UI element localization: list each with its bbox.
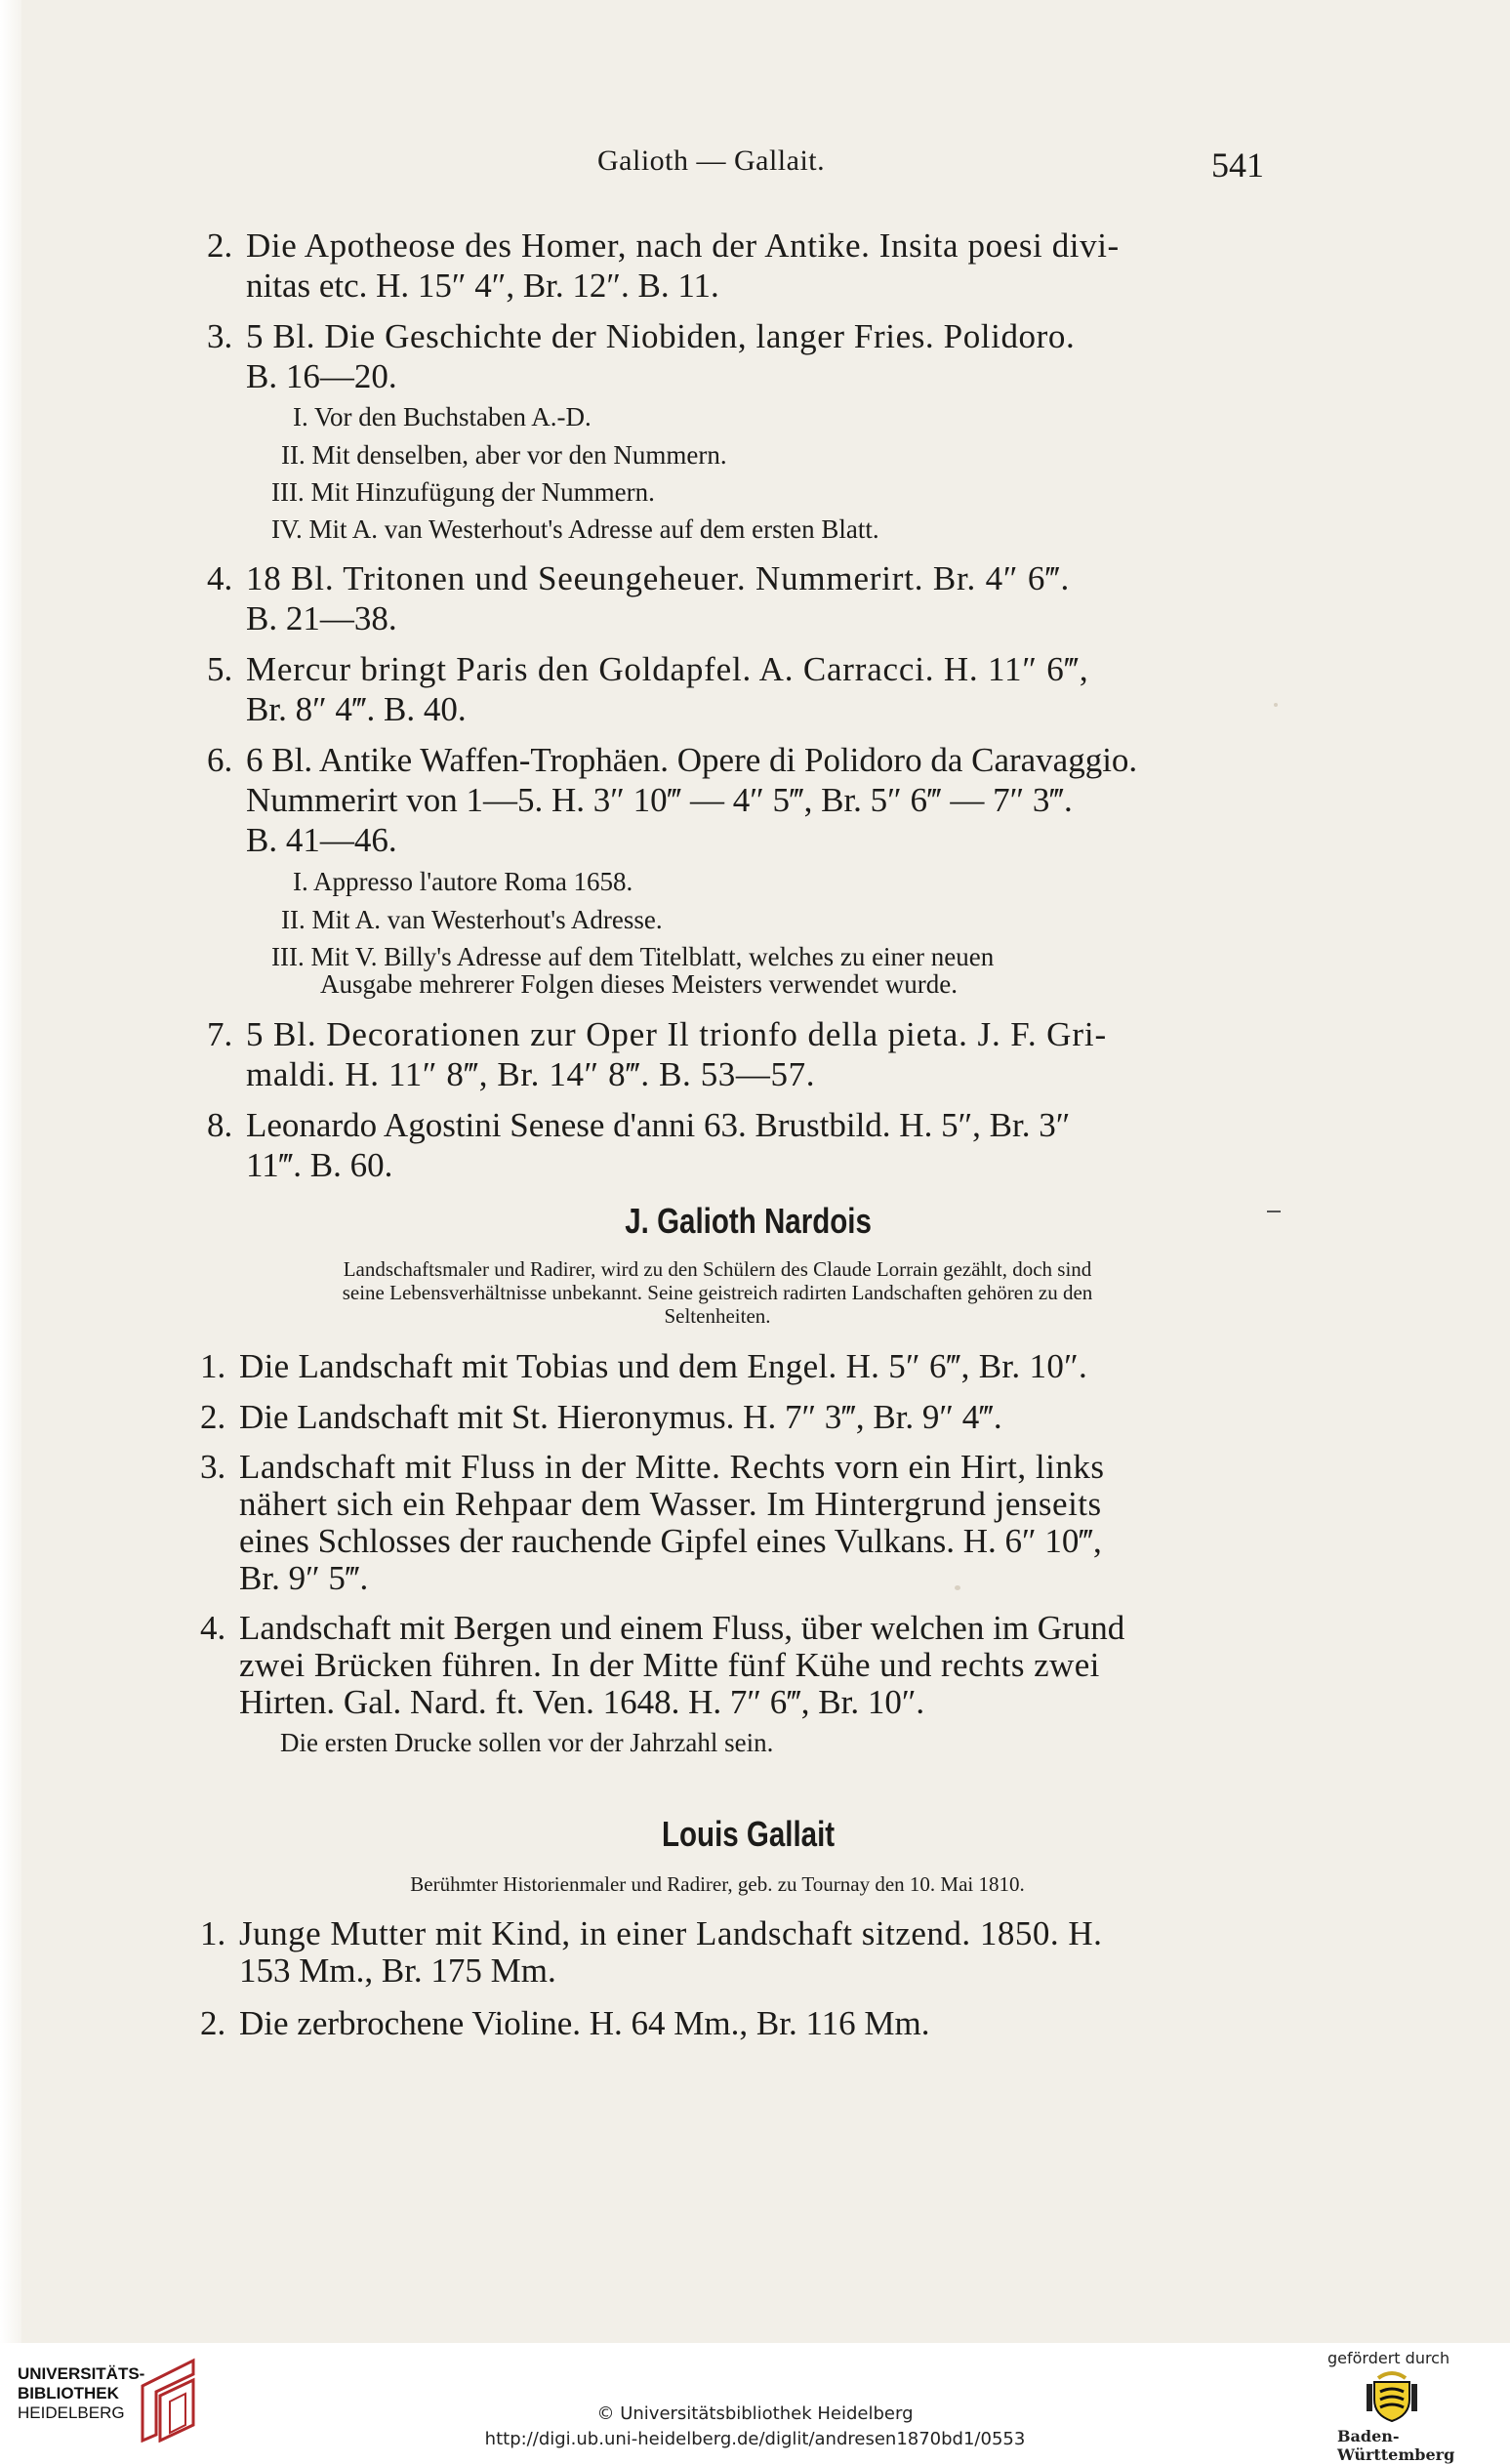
item-line: Die zerbrochene Violine. H. 64 Mm., Br. 116 Mm.: [239, 2004, 930, 2042]
baden-wuerttemberg-crest-icon: [1365, 2370, 1419, 2423]
item-line: Die Landschaft mit St. Hieronymus. H. 7″ 3‴, Br. 9″ 4‴.: [239, 1398, 1002, 1436]
item-number: 4.: [200, 1609, 226, 1647]
item-line: Mercur bringt Paris den Goldapfel. A. Carracci. H. 11″ 6‴,: [246, 650, 1089, 688]
library-name-line3: HEIDELBERG: [18, 2403, 125, 2422]
running-header: Galioth — Gallait.: [597, 144, 826, 177]
item-number: 1.: [200, 1347, 226, 1385]
item-number: 7.: [207, 1015, 233, 1053]
item-line: 5 Bl. Die Geschichte der Niobiden, langer Fries. Polidoro.: [246, 317, 1076, 355]
paper-speck: [955, 1585, 960, 1590]
item-line: Junge Mutter mit Kind, in einer Landschaft sitzend. 1850. H.: [239, 1914, 1103, 1952]
item-number: 8.: [207, 1106, 233, 1144]
intro-line: Berühmter Historienmaler und Radirer, geb. zu Tournay den 10. Mai 1810.: [410, 1872, 1025, 1896]
funded-by-label: gefördert durch: [1327, 2349, 1450, 2367]
item-number: 3.: [200, 1448, 226, 1486]
item-number: 4.: [207, 559, 233, 597]
item-number: 2.: [200, 1398, 226, 1436]
library-name-line2: BIBLIOTHEK: [18, 2384, 119, 2402]
item-line: nitas etc. H. 15″ 4″, Br. 12″. B. 11.: [246, 267, 719, 305]
state-line: III. Mit Hinzufügung der Nummern.: [271, 477, 655, 507]
item-line: Die Landschaft mit Tobias und dem Engel. H. 5″ 6‴, Br. 10″.: [239, 1347, 1088, 1385]
section-title: Louis Gallait: [661, 1814, 836, 1854]
intro-line: seine Lebensverhältnisse unbekannt. Seine geistreich radirten Landschaften gehören zu den: [342, 1281, 1093, 1304]
item-line: 11‴. B. 60.: [246, 1146, 393, 1184]
item-number: 2.: [200, 2004, 226, 2042]
state-line: Ausgabe mehrerer Folgen dieses Meisters verwendet wurde.: [320, 969, 959, 999]
item-line: Leonardo Agostini Senese d'anni 63. Brustbild. H. 5″, Br. 3″: [246, 1106, 1071, 1144]
paper-speck: [1274, 703, 1278, 707]
item-line: B. 21—38.: [246, 599, 397, 637]
intro-line: Landschaftsmaler und Radirer, wird zu den Schülern des Claude Lorrain gezählt, doch sind: [343, 1257, 1092, 1281]
item-line: Br. 8″ 4‴. B. 40.: [246, 690, 467, 728]
item-line: Nummerirt von 1—5. H. 3″ 10‴ — 4″ 5‴, Br. 5″ 6‴ — 7″ 3‴.: [246, 781, 1073, 819]
item-line: zwei Brücken führen. In der Mitte fünf Kühe und rechts zwei: [239, 1646, 1100, 1684]
permalink-url[interactable]: http://digi.ub.uni-heidelberg.de/diglit/andresen1870bd1/0553: [484, 2429, 1026, 2449]
item-line: B. 41—46.: [246, 821, 397, 859]
state-line: I. Vor den Buchstaben A.-D.: [293, 402, 592, 431]
item-number: 1.: [200, 1914, 226, 1952]
state-line: II. Mit A. van Westerhout's Adresse.: [281, 905, 663, 934]
item-line: maldi. H. 11″ 8‴, Br. 14″ 8‴. B. 53—57.: [246, 1055, 816, 1093]
item-number: 3.: [207, 317, 233, 355]
item-line: 5 Bl. Decorationen zur Oper Il trionfo della pieta. J. F. Gri-: [246, 1015, 1108, 1053]
item-line: Br. 9″ 5‴.: [239, 1559, 369, 1597]
section-title: J. Galioth Nardois: [625, 1201, 872, 1241]
item-line: 6 Bl. Antike Waffen-Trophäen. Opere di Polidoro da Caravaggio.: [246, 741, 1138, 779]
library-name-line1: UNIVERSITÄTS-: [18, 2364, 145, 2383]
item-line: 153 Mm., Br. 175 Mm.: [239, 1951, 556, 1990]
item-number: 5.: [207, 650, 233, 688]
item-number: 6.: [207, 741, 233, 779]
item-line: Landschaft mit Bergen und einem Fluss, über welchen im Grund: [239, 1609, 1125, 1647]
item-line: Hirten. Gal. Nard. ft. Ven. 1648. H. 7″ 6‴, Br. 10″.: [239, 1683, 925, 1721]
state-line: III. Mit V. Billy's Adresse auf dem Titelblatt, welches zu einer neuen: [271, 942, 995, 971]
state-line: I. Appresso l'autore Roma 1658.: [293, 867, 633, 896]
state-line: II. Mit denselben, aber vor den Nummern.: [281, 440, 727, 470]
intro-line: Seltenheiten.: [664, 1304, 771, 1328]
item-line: Die Apotheose des Homer, nach der Antike. Insita poesi divi-: [246, 226, 1120, 265]
funder-name: Baden-Württemberg: [1337, 2427, 1455, 2464]
item-line: nähert sich ein Rehpaar dem Wasser. Im Hintergrund jenseits: [239, 1485, 1102, 1523]
note-line: Die ersten Drucke sollen vor der Jahrzahl sein.: [280, 1728, 774, 1757]
page-number: 541: [1211, 145, 1264, 185]
item-line: Landschaft mit Fluss in der Mitte. Rechts vorn ein Hirt, links: [239, 1448, 1105, 1486]
item-line: eines Schlosses der rauchende Gipfel eines Vulkans. H. 6″ 10‴,: [239, 1522, 1102, 1560]
stray-mark: [1267, 1211, 1281, 1212]
item-line: B. 16—20.: [246, 357, 397, 395]
copyright-notice: © Universitätsbibliothek Heidelberg: [596, 2403, 914, 2424]
item-number: 2.: [207, 226, 233, 265]
item-line: 18 Bl. Tritonen und Seeungeheuer. Nummerirt. Br. 4″ 6‴.: [246, 559, 1071, 597]
state-line: IV. Mit A. van Westerhout's Adresse auf dem ersten Blatt.: [271, 514, 879, 544]
